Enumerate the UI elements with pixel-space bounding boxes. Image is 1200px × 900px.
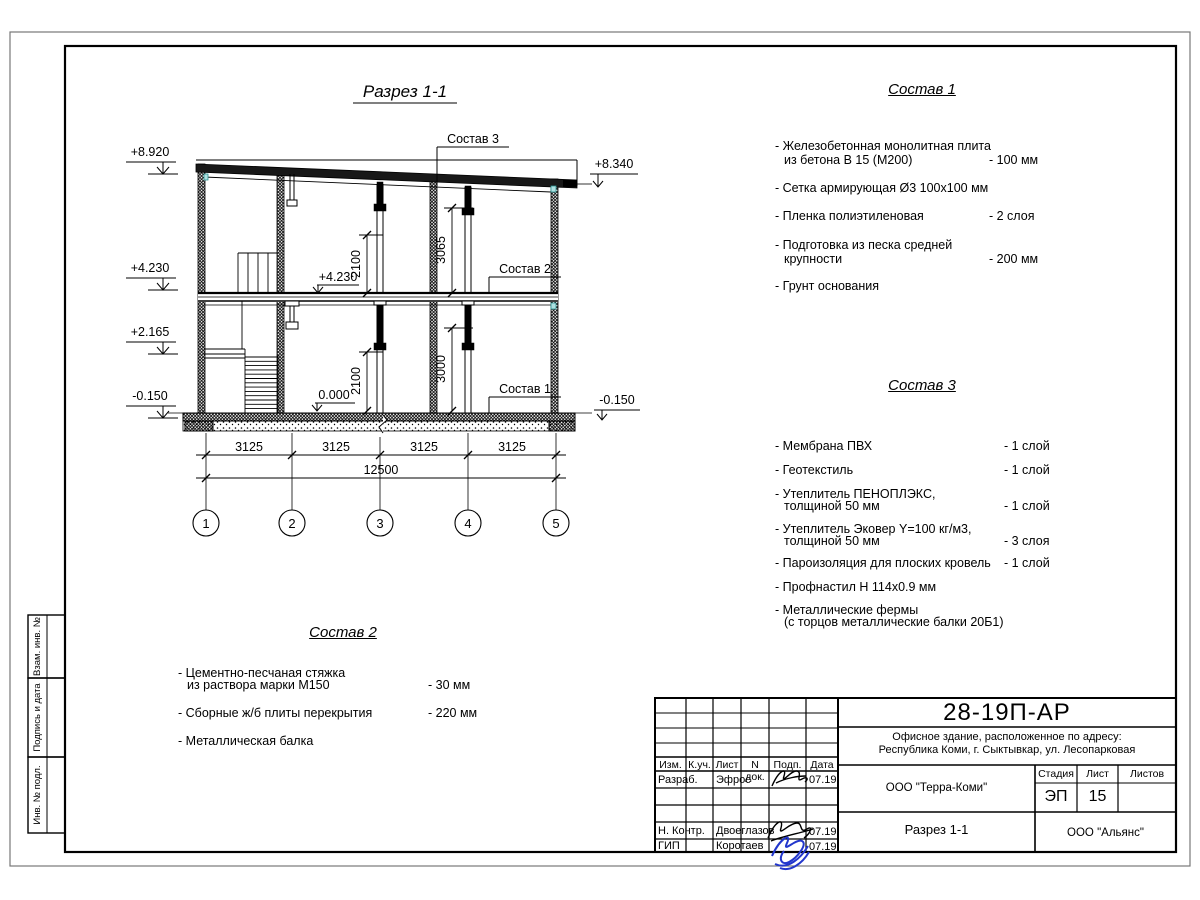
- leader-sostav1: [489, 382, 561, 413]
- elevation-marks-left: [126, 145, 178, 418]
- stair-railing: [238, 253, 277, 293]
- stamp-label-podpis: Подпись и дата: [32, 683, 43, 752]
- list-item: из раствора марки М150: [187, 678, 330, 692]
- row-role-gip: ГИП: [658, 840, 680, 852]
- col-header-kuch: К.уч.: [688, 759, 711, 771]
- ceiling-hangers: [285, 301, 474, 350]
- level-mark-upper: [313, 270, 359, 293]
- dim-lower-clear: 2100: [349, 367, 363, 395]
- ground-floor: [183, 413, 575, 433]
- signature-razrab: [772, 771, 807, 786]
- leader-sostav2: [489, 262, 561, 293]
- svg-text:+8.920: +8.920: [130, 145, 170, 159]
- stage-label: Стадия: [1038, 768, 1074, 780]
- elevation-marks-right: [577, 157, 640, 420]
- row-name-korotaev: Коротаев: [716, 840, 764, 852]
- stamp-label-vzam: Взам. инв. №: [32, 617, 43, 676]
- section-drawing: [126, 82, 640, 536]
- axis-3: 3: [376, 516, 384, 531]
- list-item: из бетона В 15 (М200): [784, 153, 913, 167]
- bay-dim-2: 3125: [322, 440, 350, 454]
- svg-text:Разрез 1-1: Разрез 1-1: [362, 82, 448, 101]
- row-date-razrab: 07.19: [809, 774, 837, 786]
- object-description-line1: Офисное здание, расположенное по адресу:: [892, 731, 1122, 743]
- axis-5: 5: [552, 516, 560, 531]
- list-item: - Цементно-песчаная стяжка: [178, 666, 346, 680]
- staircase: [204, 301, 278, 413]
- list-item: - Пленка полиэтиленовая: [775, 209, 924, 223]
- list-value: - 30 мм: [428, 678, 471, 692]
- list-item: - Сетка армирующая Ø3 100х100 мм: [775, 181, 989, 195]
- row-date-nkontr: 07.19: [809, 826, 837, 838]
- company-name: ООО "Терра-Коми": [885, 782, 988, 794]
- axis-1: 1: [202, 516, 210, 531]
- axis-bubbles: [193, 510, 569, 536]
- stage-value: ЭП: [1044, 788, 1068, 805]
- list-value: - 200 мм: [989, 252, 1039, 266]
- contractor-name: ООО "Альянс": [1067, 827, 1144, 839]
- left-exterior-wall: [198, 164, 205, 413]
- svg-text:Состав 2: Состав 2: [499, 262, 551, 276]
- row-name-dvoeglazov: Двоеглазов: [716, 825, 775, 837]
- list-value: - 1 слой: [1004, 463, 1050, 477]
- interior-dimensions: [359, 204, 473, 415]
- list-item: толщиной 50 мм: [784, 534, 880, 548]
- list-item: - Мембрана ПВХ: [775, 439, 873, 453]
- svg-text:+4.230: +4.230: [130, 261, 170, 275]
- doc-number: 28-19П-АР: [943, 699, 1071, 726]
- svg-text:+2.165: +2.165: [130, 325, 170, 339]
- roof: [196, 160, 577, 192]
- svg-text:0.000: 0.000: [318, 388, 350, 402]
- list-item: - Металлическая балка: [178, 734, 314, 748]
- list-item: крупности: [784, 252, 843, 266]
- object-description-line2: Республика Коми, г. Сыктывкар, ул. Лесопарковая: [878, 744, 1136, 756]
- svg-text:+8.340: +8.340: [594, 157, 634, 171]
- list-item: (с торцов металлические балки 20Б1): [784, 615, 1004, 629]
- list-item: - Грунт основания: [775, 279, 880, 293]
- drawing-name: Разрез 1-1: [904, 822, 969, 837]
- sheets-label: Листов: [1129, 768, 1165, 780]
- list-item: - Железобетонная монолитная плита: [775, 139, 991, 153]
- list-value: - 1 слой: [1004, 556, 1050, 570]
- sheet-label: Лист: [1086, 768, 1109, 780]
- dim-upper-total: 3065: [434, 236, 448, 264]
- svg-text:-0.150: -0.150: [599, 393, 635, 407]
- bay-dim-1: 3125: [235, 440, 263, 454]
- row-name-efros: Эфрос: [716, 774, 751, 786]
- list-item: - Подготовка из песка средней: [775, 238, 953, 252]
- list-item: - Утеплитель Эковер Y=100 кг/м3,: [775, 522, 972, 536]
- list-value: - 3 слоя: [1004, 534, 1050, 548]
- col-header-izm: Изм.: [659, 759, 682, 771]
- list-value: - 1 слой: [1004, 499, 1050, 513]
- sostav3-heading: Состав 3: [888, 377, 956, 394]
- row-role-nkontr: Н. Контр.: [658, 825, 705, 837]
- sostav1-heading: Состав 1: [888, 81, 956, 98]
- sostav2-heading: Состав 2: [309, 624, 377, 641]
- col-header-ndok: N док.: [745, 759, 765, 783]
- bay-dim-3: 3125: [410, 440, 438, 454]
- list-item: - Пароизоляция для плоских кровель: [775, 556, 991, 570]
- list-item: толщиной 50 мм: [784, 499, 880, 513]
- list-item: - Металлические фермы: [775, 603, 919, 617]
- foundation-left: [185, 421, 213, 431]
- list-value: - 1 слой: [1004, 439, 1050, 453]
- list-item: - Утеплитель ПЕНОПЛЭКС,: [775, 487, 936, 501]
- col-header-list: Лист: [715, 759, 739, 771]
- sheet-value: 15: [1088, 788, 1107, 805]
- list-item: - Геотекстиль: [775, 463, 854, 477]
- row-role-razrab: Разраб.: [658, 774, 698, 786]
- list-item: - Сборные ж/б плиты перекрытия: [178, 706, 373, 720]
- signature-gip: [772, 837, 809, 869]
- stamp-label-inv: Инв. № подл.: [32, 765, 43, 825]
- roof-end-cap: [563, 180, 577, 187]
- list-item: - Профнастил Н 114х0.9 мм: [775, 580, 937, 594]
- list-value: - 220 мм: [428, 706, 478, 720]
- dim-lower-total: 3000: [434, 355, 448, 383]
- svg-text:Состав 3: Состав 3: [447, 132, 499, 146]
- section-title: [353, 82, 457, 103]
- list-value: - 100 мм: [989, 153, 1039, 167]
- svg-text:-0.150: -0.150: [132, 389, 168, 403]
- total-dim: 12500: [363, 463, 399, 477]
- col-header-podp: Подп.: [773, 759, 802, 771]
- col-header-data: Дата: [810, 759, 834, 771]
- svg-text:Состав 1: Состав 1: [499, 382, 551, 396]
- bay-dim-4: 3125: [498, 440, 526, 454]
- axis-2: 2: [288, 516, 296, 531]
- svg-text:+4.230: +4.230: [318, 270, 358, 284]
- foundation-right: [549, 421, 575, 431]
- axis-4: 4: [464, 516, 472, 531]
- dim-upper-clear: 2100: [349, 250, 363, 278]
- row-date-gip: 07.19: [809, 841, 837, 853]
- level-mark-lower: [312, 388, 355, 411]
- list-value: - 2 слоя: [989, 209, 1035, 223]
